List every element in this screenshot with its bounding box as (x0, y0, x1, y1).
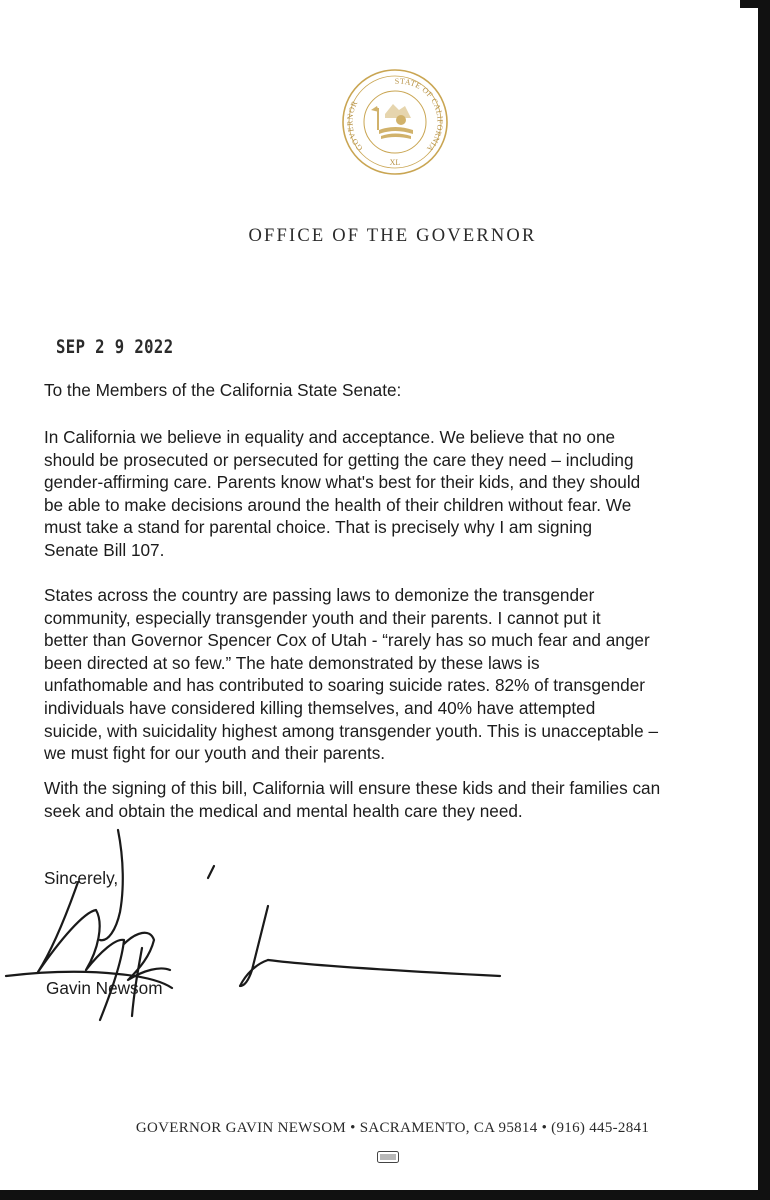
closing: Sincerely, (44, 868, 119, 888)
text-line: better than Governor Spencer Cox of Utah - “rarely has so much fear and anger (44, 630, 650, 651)
signer-name: Gavin Newsom (46, 978, 163, 998)
date-stamp: SEP 2 9 2022 (56, 336, 174, 358)
union-bug-icon (377, 1151, 399, 1163)
footer-address: GOVERNOR GAVIN NEWSOM • SACRAMENTO, CA 95814 • (916) 445-2841 (135, 1120, 650, 1136)
seal-roman: XL (389, 158, 401, 167)
scan-edge-bottom (0, 1190, 770, 1200)
text-line: community, especially transgender youth and their parents. I cannot put it (44, 607, 601, 628)
text-line: suicide, with suicidality highest among transgender youth. This is unacceptable – (44, 720, 659, 741)
text-line: In California we believe in equality and acceptance. We believe that no one (44, 427, 616, 447)
text-line: we must fight for our youth and their parents. (44, 743, 386, 764)
text-line: individuals have considered killing themselves, and 40% have attempted (44, 697, 596, 718)
seal-text-left: GOVERNOR (345, 99, 365, 153)
state-seal-icon (341, 68, 449, 176)
text-line: States across the country are passing laws to demonize the transgender (44, 585, 595, 605)
text-line: seek and obtain the medical and mental health care they need. (44, 800, 523, 821)
seal-text-right: STATE OF CALIFORNIA (394, 76, 445, 154)
salutation: To the Members of the California State Senate: (44, 380, 402, 400)
text-line: gender-affirming care. Parents know what's best for their kids, and they should (44, 472, 641, 493)
text-line: Senate Bill 107. (44, 539, 165, 560)
text-line: been directed at so few.” The hate demonstrated by these laws is (44, 652, 540, 673)
text-line: should be prosecuted or persecuted for getting the care they need – including (44, 449, 634, 470)
scan-edge-right (758, 0, 770, 1200)
text-line: must take a stand for parental choice. That is precisely why I am signing (44, 517, 593, 538)
paragraph-2 (44, 584, 744, 765)
office-title: OFFICE OF THE GOVERNOR (248, 226, 537, 246)
paragraph-3 (44, 777, 744, 822)
paragraph-1 (44, 426, 744, 562)
text-line: unfathomable and has contributed to soaring suicide rates. 82% of transgender (44, 675, 645, 696)
text-line: be able to make decisions around the health of their children without fear. We (44, 494, 632, 515)
text-line: With the signing of this bill, California will ensure these kids and their families can (44, 778, 661, 798)
